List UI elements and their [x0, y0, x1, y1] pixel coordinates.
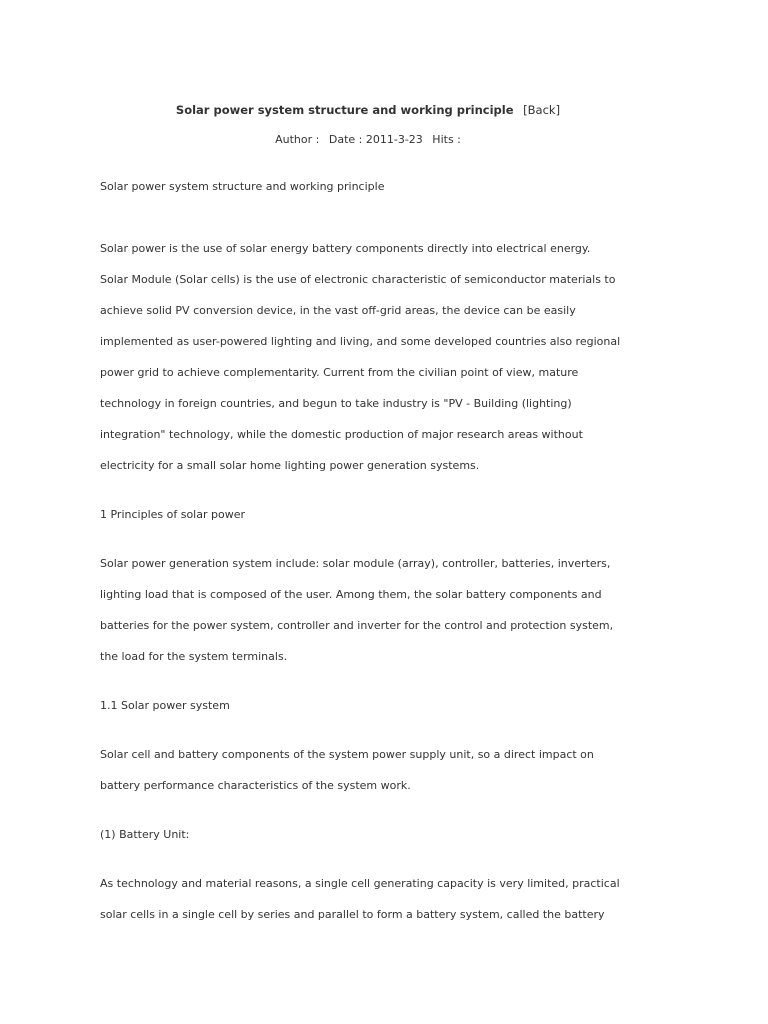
section11-line: battery performance characteristics of the system work.	[100, 779, 411, 792]
section1-line: batteries for the power system, controller and inverter for the control and protection system,	[100, 619, 614, 632]
section-heading-solar-power-system: 1.1 Solar power system	[100, 699, 230, 712]
intro-line: achieve solid PV conversion device, in the vast off-grid areas, the device can be easily	[100, 304, 576, 317]
back-link[interactable]: [Back]	[523, 103, 561, 117]
article-body	[100, 171, 660, 930]
battery-line: solar cells in a single cell by series and parallel to form a battery system, called the battery	[100, 908, 605, 921]
hits-label: Hits :	[432, 133, 461, 146]
author-label: Author :	[275, 133, 320, 146]
section1-paragraph	[100, 548, 660, 672]
title-row	[0, 101, 736, 119]
intro-line: Solar power is the use of solar energy battery components directly into electrical energy.	[100, 242, 591, 255]
page-title: Solar power system structure and working principle	[175, 103, 514, 117]
intro-line: Solar Module (Solar cells) is the use of electronic characteristic of semiconductor materials to	[100, 273, 616, 286]
section-heading-principles: 1 Principles of solar power	[100, 508, 245, 521]
intro-line: implemented as user-powered lighting and living, and some developed countries also regional	[100, 335, 621, 348]
battery-line: As technology and material reasons, a single cell generating capacity is very limited, practical	[100, 877, 620, 890]
battery-paragraph	[100, 868, 660, 930]
article-heading: Solar power system structure and working principle	[100, 180, 385, 193]
section-heading-battery-unit: (1) Battery Unit:	[100, 828, 190, 841]
section1-line: Solar power generation system include: solar module (array), controller, batteries, inverters,	[100, 557, 611, 570]
intro-line: power grid to achieve complementarity. Current from the civilian point of view, mature	[100, 366, 579, 379]
section11-paragraph	[100, 739, 660, 801]
section11-line: Solar cell and battery components of the system power supply unit, so a direct impact on	[100, 748, 594, 761]
section1-line: the load for the system terminals.	[100, 650, 288, 663]
intro-line: technology in foreign countries, and begun to take industry is "PV - Building (lighting)	[100, 397, 572, 410]
meta-row	[0, 131, 736, 149]
intro-line: integration" technology, while the domestic production of major research areas without	[100, 428, 583, 441]
date-label: Date : 2011-3-23	[328, 133, 423, 146]
section1-line: lighting load that is composed of the user. Among them, the solar battery components and	[100, 588, 602, 601]
intro-line: electricity for a small solar home lighting power generation systems.	[100, 459, 480, 472]
intro-paragraph	[100, 233, 660, 481]
